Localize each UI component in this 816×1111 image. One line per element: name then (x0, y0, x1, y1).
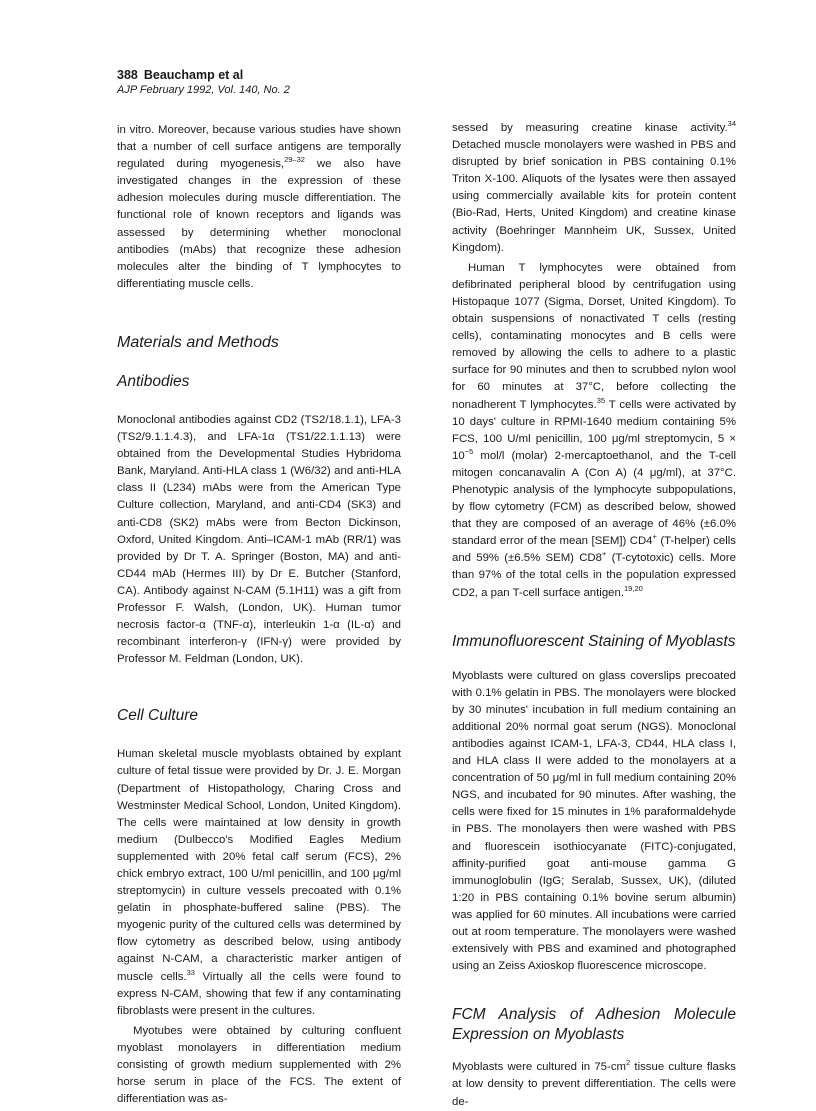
reference-superscript: 29–32 (284, 155, 305, 165)
reference-superscript: 34 (727, 119, 736, 128)
reference-superscript: 35 (596, 395, 606, 405)
section-heading-materials: Materials and Methods (117, 333, 279, 351)
left-column (117, 122, 401, 1108)
reference-superscript: 33 (186, 967, 195, 977)
intro-paragraph: in vitro. Moreover, because various studies have shown that a number of cell surface antigens are temporally regulated during myogenesis,$^{29-32}$ we also have investigated changes in the expression of these adhesion molecules during muscle differentiation. The functional role of known receptors and ligands was assessed by determining whether monoclonal antibodies (mAbs) that recognize these adhesion molecules alter the binding of T lymphocytes to differentiating muscle cells. (117, 124, 402, 290)
subsection-heading-immunofluorescent: Immunofluorescent Staining of Myoblasts (452, 632, 736, 650)
header-authors: Beauchamp et al (143, 68, 244, 82)
plus-superscript: + (602, 549, 607, 559)
header-line (117, 68, 290, 83)
immunofluorescent-paragraph: Myoblasts were cultured on glass coverslips precoated with 0.1% gelatin in PBS. The monolayers were blocked by 30 minutes' incubation in full medium containing an additional 20% normal goat serum (NGS). Monoclonal antibodies against ICAM-1, LFA-3, CD44, HLA class I, and HLA class II were added to the monolayers at a concentration of 50 μg/ml in full medium containing 20% NGS, and incubated for 90 minutes. After washing, the cells were fixed for 15 minutes in 1% paraformaldehyde in PBS. The monolayers then were washed with PBS and fluorescein isothiocyanate (FITC)-conjugated, affinity-purified goat anti-mouse gamma G immunoglobulin (IgG; Seralab, Sussex, UK), (diluted 1:20 in PBS containing 0.1% bovine serum albumin) was applied for 60 minutes. All incubations were carried out at room temperature. The monolayers were washed extensively with PBS and examined and photographed using an Zeiss Axioskop fluorescence microscope. (452, 669, 736, 973)
subsection-heading-fcm: FCM Analysis of Adhesion Molecule Expression on Myoblasts (452, 1006, 736, 1044)
squared-superscript: 2 (626, 1058, 631, 1068)
right-column (452, 120, 736, 1111)
cell-culture-paragraph: Human skeletal muscle myoblasts obtained by explant culture of fetal tissue were provided by Dr. J. E. Morgan (Department of Histopathology, Charing Cross and Westminster Medical School, London, United Kingdom). The cells were maintained at low density in growth medium (Dulbecco's Modified Eagles Medium supplemented with 20% fetal calf serum (FCS), 2% chick embryo extract, 100 U/ml penicillin, and 100 μg/ml streptomycin) in culture vessels precoated with 0.1% gelatin in phosphate-buffered saline (PBS). The myogenic purity of the cultured cells was determined by flow cytometry as described below, using antibody against N-CAM, a characteristic marker antigen of muscle cells.$^{33}$ Virtually all the cells were found to express N-CAM, showing that few if any contaminating fibroblasts were present in the cultures. (117, 748, 401, 1017)
myotubes-paragraph: Myotubes were obtained by culturing confluent myoblast monolayers in differentiation medium consisting of growth medium supplemented with 2% horse serum in place of the FCS. The extent of differentiation was as- (117, 1024, 401, 1106)
continued-paragraph: sessed by measuring creatine kinase activity.$^{34}$ Detached muscle monolayers were washed in PBS and disrupted by brief sonication in PBS containing 0.1% Triton X-100. Aliquots of the lysates were then assayed using commercially available kits for protein content (Bio-Rad, Herts, United Kingdom) and creatine kinase activity (Boehringer Mannheim UK, Sussex, United Kingdom). (452, 119, 736, 254)
subsection-heading-cell-culture: Cell Culture (117, 707, 198, 725)
t-lymphocytes-paragraph: Human T lymphocytes were obtained from defibrinated peripheral blood by centrifugation using Histopaque 1077 (Sigma, Dorset, United Kingdom). To obtain suspensions of nonactivated T cells (resting cells), contaminating monocytes and B cells were removed by allowing the cells to adhere to a plastic surface for 90 minutes and then to scrubbed nylon wool for 60 minutes at 37°C, before collecting the nonadherent T lymphocytes.$^{35}$ T cells were activated by 10 days' culture in RPMI-1640 medium containing 5% FCS, 100 U/ml penicillin, 100 μg/ml streptomycin, $5 \times 10^{-5}$ mol/l (molar) 2-mercaptoethanol, and the T-cell mitogen concanavalin A (Con A) (4 μg/ml), at 37°C. Phenotypic analysis of the lymphocyte subpopulations, by flow cytometry (FCM) as described below, showed that they are composed of an average of 46% (±6.0% standard error of the mean [SEM]) CD4+ (T-helper) cells and 59% (±6.5% SEM) CD8+ (T-cytotoxic) cells. More than 97% of the total cells in the population expressed CD2, a pan T-cell surface antigen.$^{19,20}$ (452, 261, 737, 599)
exponent-superscript: −5 (464, 446, 474, 456)
subsection-heading-antibodies: Antibodies (117, 372, 190, 390)
journal-citation: AJP February 1992, Vol. 140, No. 2 (117, 84, 290, 96)
running-header (117, 68, 290, 97)
reference-superscript: 19,20 (624, 583, 643, 593)
page-number: 388 (117, 68, 138, 82)
plus-superscript: + (652, 532, 657, 542)
fcm-paragraph: Myoblasts were cultured in $75-cm^2$ tissue culture flasks at low density to prevent differentiation. The cells were de- (452, 1058, 736, 1108)
antibodies-paragraph: Monoclonal antibodies against CD2 (TS2/18.1.1), LFA-3 (TS2/9.1.1.4.3), and LFA-1α (TS1/22.1.1.13) were obtained from the Developmental Studies Hybridoma Bank, Maryland. Anti-HLA class 1 (W6/32) and anti-HLA class II (L234) mAbs were from the American Type Culture collection, Maryland, and anti-CD4 (SK3) and anti-CD8 (SK2) mAbs were from Becton Dickinson, Oxford, United Kingdom. Anti–ICAM-1 mAb (RR/1) was provided by Dr T. A. Springer (Boston, MA) and anti-CD44 mAb (Hermes III) by Dr E. Butcher (Stanford, CA). Antibody against N-CAM (5.1H11) was a gift from Professor F. Walsh, (London, UK). Human tumor necrosis factor-α (TNF-α), interleukin 1-α (IL-α) and recombinant interferon-γ (IFN-γ) were provided by Professor M. Feldman (London, UK). (117, 413, 401, 666)
